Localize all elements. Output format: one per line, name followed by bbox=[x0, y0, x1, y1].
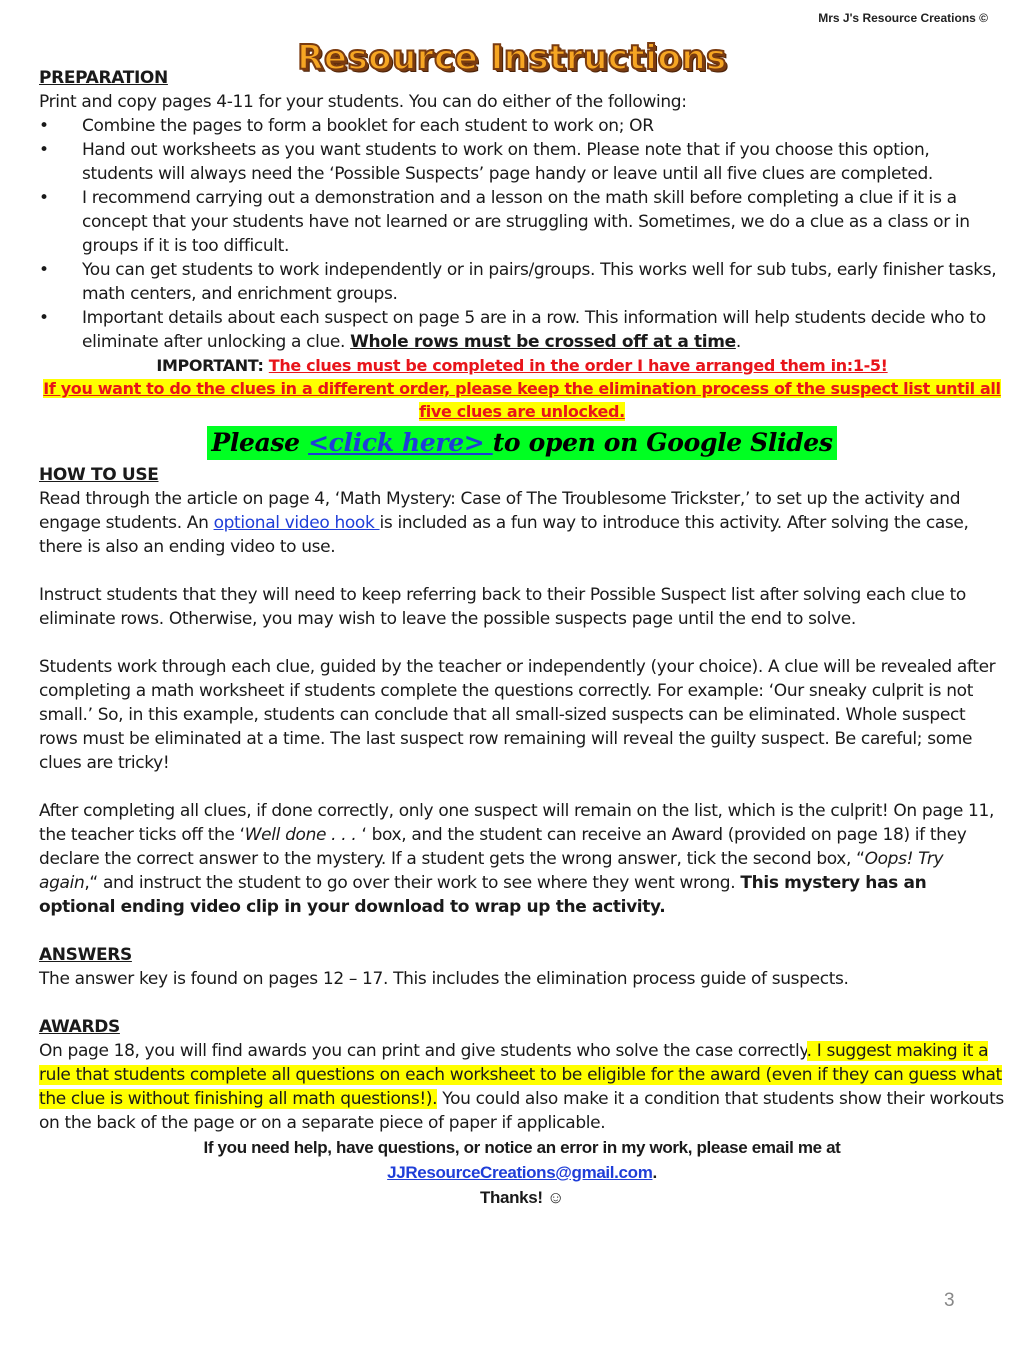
how-to-use-paragraph: Students work through each clue, guided by the teacher or independently (your choice). A clue will be revealed after completing a math worksheet if students complete the questions correctly. For example: ‘Our sneaky culprit is not small.’ So, in this example, students can conclude that all small-sized suspects can be eliminated. Whole suspect rows must be eliminated at a time. The last suspect row remaining will reveal the guilty suspect. Be careful; some clues are tricky! bbox=[39, 657, 996, 773]
awards-heading: AWARDS bbox=[39, 1017, 120, 1037]
google-slides-link[interactable]: <click here> bbox=[308, 428, 493, 457]
google-callout-after: to open on Google Slides bbox=[492, 428, 833, 457]
video-hook-link[interactable]: optional video hook bbox=[213, 513, 380, 533]
bullet-text-part: Important details about each suspect on page 5 are in a row. This information will help students decide who to eliminate after unlocking a clue. bbox=[82, 308, 986, 352]
spacer bbox=[39, 919, 1005, 943]
clue-order-warning: The clues must be completed in the order I have arranged them in:1-5! bbox=[268, 356, 888, 375]
bullet-text: Combine the pages to form a booklet for each student to work on; OR bbox=[82, 116, 654, 136]
important-note bbox=[39, 354, 1005, 377]
google-slides-callout bbox=[207, 426, 836, 460]
preparation-heading: PREPARATION bbox=[39, 68, 168, 88]
list-item bbox=[39, 258, 1005, 306]
copyright-notice: Mrs J's Resource Creations © bbox=[818, 11, 988, 25]
page-number: 3 bbox=[944, 1290, 955, 1311]
preparation-intro: Print and copy pages 4-11 for your students. You can do either of the following: bbox=[39, 92, 687, 112]
google-slides-banner bbox=[39, 426, 1005, 460]
ending-video-note: This mystery has an optional ending video clip in your download to wrap up the activity. bbox=[39, 873, 927, 917]
bullet-text: I recommend carrying out a demonstration and a lesson on the math skill before completing a clue if it is a concept that your students have not learned or are struggling with. Sometimes, we do a clue as a class or in groups if it is too difficult. bbox=[82, 188, 970, 256]
thanks-text: Thanks! ☺ bbox=[479, 1188, 565, 1207]
award-suggestion-highlight: . I suggest making it a rule that students complete all questions on each worksheet to be eligible for the award (even if they can guess what the clue is without finishing all math questions!). bbox=[39, 1041, 1002, 1109]
bullet-icon: • bbox=[39, 308, 49, 328]
how-to-use-heading: HOW TO USE bbox=[39, 465, 159, 485]
bullet-icon: • bbox=[39, 260, 49, 280]
paragraph-text: You could also make it a condition that students show their workouts on the back of the page or on a separate piece of paper if applicable. bbox=[39, 1089, 1004, 1133]
bullet-text-end: . bbox=[735, 332, 741, 352]
paragraph-text: is included as a fun way to introduce this activity. After solving the case, there is also an ending video to use. bbox=[39, 513, 969, 557]
spacer bbox=[39, 631, 1005, 655]
list-item bbox=[39, 186, 1005, 258]
paragraph-text: On page 18, you will find awards you can print and give students who solve the case correctly bbox=[39, 1041, 807, 1061]
bullet-text bbox=[82, 306, 1005, 354]
answers-heading: ANSWERS bbox=[39, 945, 132, 965]
how-to-use-paragraph: Instruct students that they will need to keep referring back to their Possible Suspect list after solving each clue to eliminate rows. Otherwise, you may wish to leave the possible suspects page until the end to solve. bbox=[39, 585, 966, 629]
instructions-body bbox=[39, 66, 1005, 1210]
contact-period: . bbox=[652, 1163, 657, 1182]
awards-paragraph bbox=[39, 1039, 1005, 1135]
how-to-use-paragraph bbox=[39, 487, 1005, 559]
bullet-icon: • bbox=[39, 116, 49, 136]
email-link[interactable]: JJResourceCreations@gmail.com bbox=[387, 1163, 653, 1182]
help-note: If you need help, have questions, or notice an error in my work, please email me at bbox=[203, 1138, 841, 1157]
page-title: Resource Instructions bbox=[297, 38, 727, 78]
bullet-text: You can get students to work independently or in pairs/groups. This works well for sub tubs, early finisher tasks, math centers, and enrichment groups. bbox=[82, 260, 997, 304]
rows-rule-emphasis: Whole rows must be crossed off at a time bbox=[350, 332, 736, 352]
paragraph-text: After completing all clues, if done correctly, only one suspect will remain on the list, which is the culprit! On page 11, the teacher ticks off the ‘ bbox=[39, 801, 995, 845]
spacer bbox=[39, 775, 1005, 799]
order-note bbox=[39, 377, 1005, 423]
paragraph-text: Read through the article on page 4, ‘Math Mystery: Case of The Troublesome Trickster,’ to set up the activity and engage students. An bbox=[39, 489, 961, 533]
paragraph-text: ‘ box, and the student can receive an Award (provided on page 18) if they declare the correct answer to the mystery. If a student gets the wrong answer, tick the second box, “ bbox=[39, 825, 967, 869]
answers-text: The answer key is found on pages 12 – 17. This includes the elimination process guide of suspects. bbox=[39, 969, 849, 989]
oops-text: Oops! Try again bbox=[39, 849, 944, 893]
contact-line bbox=[39, 1160, 1005, 1185]
list-item bbox=[39, 114, 1005, 138]
well-done-text: Well done . . . bbox=[244, 825, 362, 845]
list-item bbox=[39, 306, 1005, 354]
spacer bbox=[39, 991, 1005, 1015]
google-callout-before: Please bbox=[211, 428, 309, 457]
list-item bbox=[39, 138, 1005, 186]
order-note-text: If you want to do the clues in a different order, please keep the elimination process of the suspect list until all five clues are unlocked. bbox=[43, 379, 1001, 421]
how-to-use-paragraph bbox=[39, 799, 1005, 919]
bullet-icon: • bbox=[39, 140, 49, 160]
important-label: IMPORTANT: bbox=[156, 356, 269, 375]
spacer bbox=[39, 559, 1005, 583]
paragraph-text: ,“ and instruct the student to go over their work to see where they went wrong. bbox=[84, 873, 741, 893]
bullet-icon: • bbox=[39, 188, 49, 208]
bullet-text: Hand out worksheets as you want students to work on them. Please note that if you choose this option, students will always need the ‘Possible Suspects’ page handy or leave until all five clues are completed. bbox=[82, 140, 933, 184]
